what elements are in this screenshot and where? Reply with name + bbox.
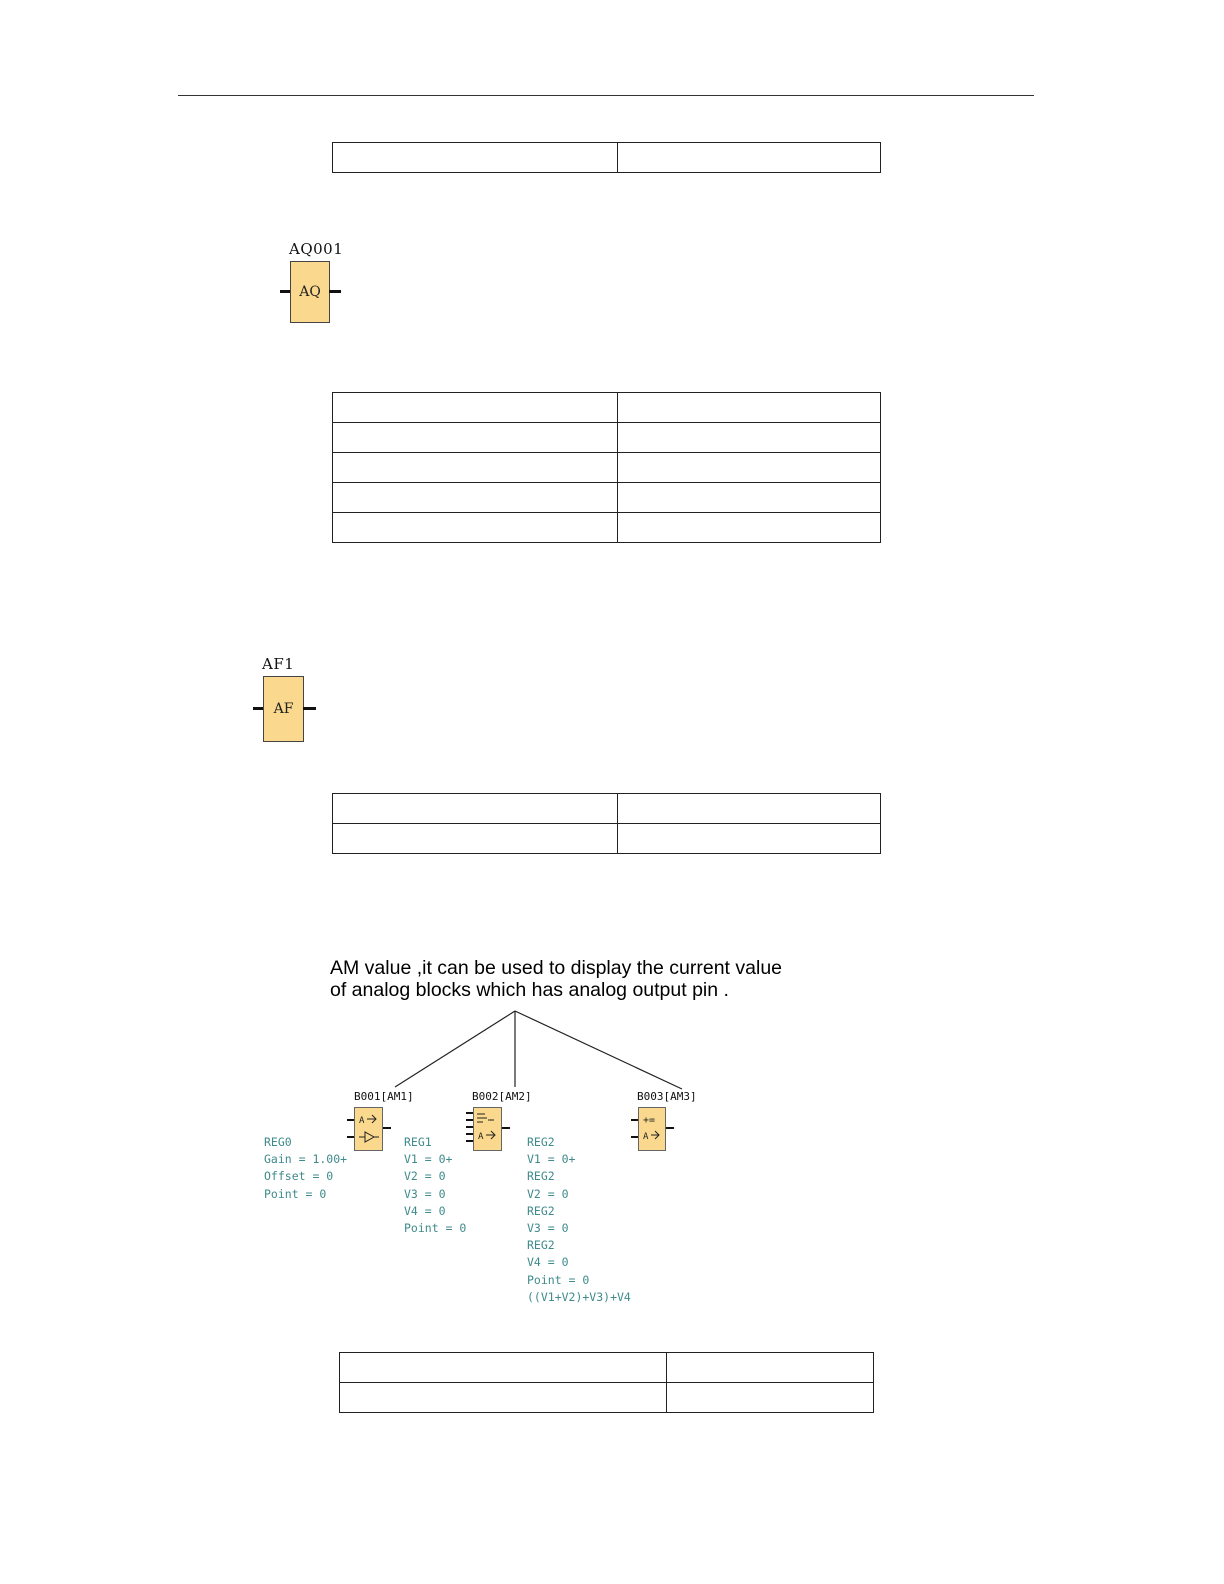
- b001-reg-line: Offset = 0: [264, 1169, 334, 1184]
- b002-reg-line: REG1: [404, 1135, 432, 1149]
- table-cell: [340, 1353, 667, 1383]
- b003-title: B003[AM3]: [637, 1090, 697, 1103]
- analog-add-icon: [639, 1108, 665, 1150]
- b002-reg-line: V2 = 0: [404, 1169, 446, 1184]
- analog-math-icon: [474, 1108, 501, 1150]
- empty-table-4: [339, 1352, 874, 1413]
- b002-output-pin: [502, 1127, 510, 1129]
- svg-text:A: A: [359, 1116, 365, 1126]
- b002-reg-line: Point = 0: [404, 1221, 467, 1236]
- b001-title: B001[AM1]: [354, 1090, 414, 1103]
- b002-reg-line: V4 = 0: [404, 1203, 446, 1218]
- svg-text:A: A: [643, 1132, 649, 1142]
- svg-text:+=: +=: [643, 1115, 656, 1126]
- table-cell: [340, 1383, 667, 1413]
- b003-reg-line: REG2: [527, 1135, 555, 1149]
- b003-reg-line: REG2: [527, 1238, 555, 1253]
- b001-reg-line: REG0: [264, 1135, 292, 1149]
- table-cell: [667, 1383, 874, 1413]
- table-row: [340, 1383, 874, 1413]
- b003-register-list: [527, 1134, 631, 1306]
- b002-reg-line: V3 = 0: [404, 1186, 446, 1201]
- af-block-title: AF1: [262, 655, 295, 673]
- aq-block-title: AQ001: [289, 240, 344, 258]
- b003-reg-line: V3 = 0: [527, 1221, 569, 1236]
- b003-reg-line: REG2: [527, 1203, 555, 1218]
- b001-reg-line: Point = 0: [264, 1186, 327, 1201]
- b003-reg-line: V4 = 0: [527, 1255, 569, 1270]
- table-row: [340, 1353, 874, 1383]
- b003-reg-line: V1 = 0+: [527, 1152, 576, 1167]
- b002-reg-line: V1 = 0+: [404, 1152, 453, 1167]
- b003-reg-line: Point = 0: [527, 1272, 590, 1287]
- b003-reg-line: REG2: [527, 1169, 555, 1184]
- connector-line-3: [515, 1011, 682, 1089]
- b002-block: [473, 1107, 502, 1151]
- am-caption-line-2: of analog blocks which has analog output pin .: [330, 979, 729, 1001]
- b001-output-pin: [383, 1127, 391, 1129]
- aq-block-label: AQ: [299, 284, 321, 300]
- am-caption-line-1: AM value ,it can be used to display the current value: [330, 957, 783, 979]
- b003-block: [638, 1107, 666, 1151]
- af-block-label: AF: [273, 701, 294, 717]
- table-cell: [667, 1353, 874, 1383]
- b003-reg-line: ((V1+V2)+V3)+V4: [527, 1289, 631, 1304]
- b003-reg-line: V2 = 0: [527, 1186, 569, 1201]
- connector-line-1: [395, 1011, 515, 1087]
- svg-text:A: A: [478, 1132, 484, 1142]
- b001-reg-line: Gain = 1.00+: [264, 1152, 348, 1167]
- b003-output-pin: [666, 1127, 674, 1129]
- amplifier-icon: [355, 1108, 382, 1150]
- b002-register-list: [404, 1134, 466, 1237]
- b001-register-list: [264, 1134, 347, 1203]
- b001-block: [354, 1107, 383, 1151]
- b002-title: B002[AM2]: [472, 1090, 532, 1103]
